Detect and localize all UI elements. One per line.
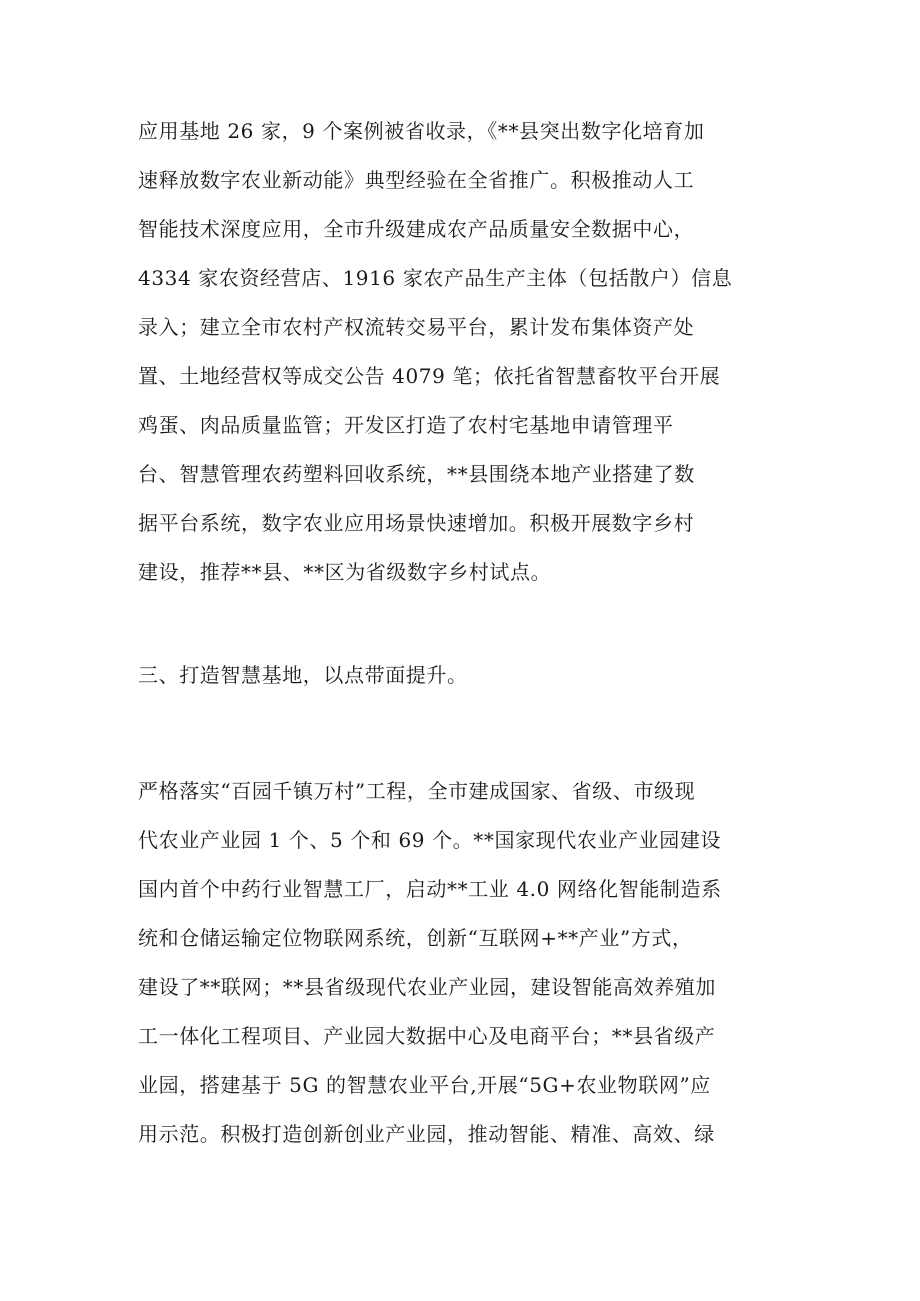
paragraph-2-line-2: 代农业产业园 1 个、5 个和 69 个。**国家现代农业产业园建设: [138, 828, 722, 852]
section-heading: 三、打造智慧基地，以点带面提升。: [138, 663, 468, 687]
paragraph-1-line-6: 置、土地经营权等成交公告 4079 笔；依托省智慧畜牧平台开展: [138, 364, 721, 388]
paragraph-1-line-8: 台、智慧管理农药塑料回收系统，**县围绕本地产业搭建了数: [138, 462, 695, 486]
paragraph-1-line-9: 据平台系统，数字农业应用场景快速增加。积极开展数字乡村: [138, 511, 695, 535]
paragraph-1-line-7: 鸡蛋、肉品质量监管；开发区打造了农村宅基地申请管理平: [138, 413, 674, 437]
paragraph-2-line-8: 用示范。积极打造创新创业产业园，推动智能、精准、高效、绿: [138, 1122, 715, 1146]
paragraph-2-line-6: 工一体化工程项目、产业园大数据中心及电商平台；**县省级产: [138, 1024, 716, 1048]
paragraph-2-line-5: 建设了**联网；**县省级现代农业产业园，建设智能高效养殖加: [138, 975, 716, 999]
paragraph-1-line-5: 录入；建立全市农村产权流转交易平台，累计发布集体资产处: [138, 315, 695, 339]
paragraph-1-line-2: 速释放数字农业新动能》典型经验在全省推广。积极推动人工: [138, 168, 695, 192]
paragraph-1-line-1: 应用基地 26 家，9 个案例被省收录，《**县突出数字化培育加: [138, 119, 705, 143]
paragraph-1-line-3: 智能技术深度应用，全市升级建成农产品质量安全数据中心，: [138, 217, 695, 241]
paragraph-1-line-4: 4334 家农资经营店、1916 家农产品生产主体（包括散户）信息: [138, 266, 733, 290]
paragraph-2-line-1: 严格落实“百园千镇万村”工程，全市建成国家、省级、市级现: [138, 779, 696, 803]
paragraph-1-line-10: 建设，推荐**县、**区为省级数字乡村试点。: [138, 560, 552, 584]
paragraph-2-line-4: 统和仓储运输定位物联网系统，创新“互联网+**产业”方式，: [138, 926, 693, 950]
paragraph-2-line-3: 国内首个中药行业智慧工厂，启动**工业 4.0 网络化智能制造系: [138, 877, 722, 901]
paragraph-2-line-7: 业园，搭建基于 5G 的智慧农业平台,开展“5G+农业物联网”应: [138, 1073, 711, 1097]
